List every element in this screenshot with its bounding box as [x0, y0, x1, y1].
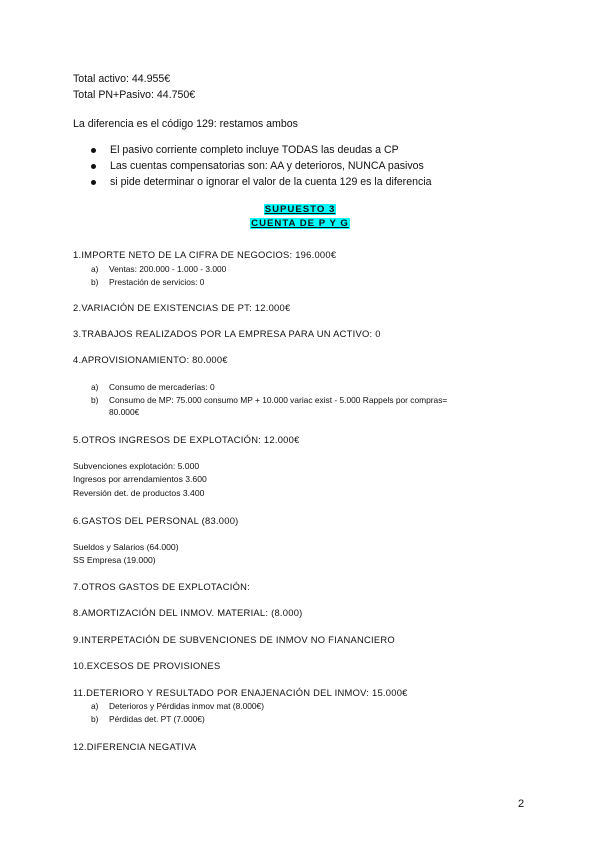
list-item: Consumo de MP: 75.000 consumo MP + 10.000 variac exist - 5.000 Rappels por compras= — [109, 395, 448, 405]
detail-line: Subvenciones explotación: 5.000 — [73, 461, 200, 471]
bullet-item: Las cuentas compensatorias son: AA y deterioros, NUNCA pasivos — [110, 160, 424, 172]
bullet-dot — [91, 164, 96, 169]
bullet-dot — [91, 148, 96, 153]
section-heading: 7.OTROS GASTOS DE EXPLOTACIÓN: — [73, 581, 250, 592]
list-marker: a) — [91, 264, 99, 274]
list-item: Ventas: 200.000 - 1.000 - 3.000 — [109, 264, 227, 274]
list-item: Deterioros y Pérdidas inmov mat (8.000€) — [109, 701, 265, 711]
diferencia-text: La diferencia es el código 129: restamos ambos — [73, 118, 298, 130]
list-marker: a) — [91, 382, 99, 392]
list-item: Prestación de servicios: 0 — [109, 277, 205, 287]
detail-line: Reversión det. de productos 3.400 — [73, 488, 205, 498]
detail-line: Sueldos y Salarios (64.000) — [73, 542, 179, 552]
section-heading: 10.EXCESOS DE PROVISIONES — [73, 660, 221, 671]
section-heading: 11.DETERIORO Y RESULTADO POR ENAJENACIÓN DEL INMOV: 15.000€ — [73, 687, 408, 698]
title-line-2 — [0, 217, 600, 230]
total-activo: Total activo: 44.955€ — [73, 73, 171, 85]
list-item-continuation: 80.000€ — [109, 407, 140, 417]
detail-line: SS Empresa (19.000) — [73, 555, 156, 565]
detail-line: Ingresos por arrendamientos 3.600 — [73, 474, 207, 484]
title-supuesto: SUPUESTO 3 — [264, 204, 336, 215]
section-heading: 1.IMPORTE NETO DE LA CIFRA DE NEGOCIOS: 196.000€ — [73, 249, 337, 260]
bullet-dot — [91, 180, 96, 185]
list-item: Consumo de mercaderías: 0 — [109, 382, 215, 392]
section-heading: 2.VARIACIÓN DE EXISTENCIAS DE PT: 12.000€ — [73, 302, 291, 313]
list-marker: a) — [91, 701, 99, 711]
list-item: Pérdidas det. PT (7.000€) — [109, 714, 205, 724]
title-cuenta: CUENTA DE P Y G — [251, 218, 349, 229]
section-heading: 5.OTROS INGRESOS DE EXPLOTACIÓN: 12.000€ — [73, 434, 300, 445]
section-heading: 6.GASTOS DEL PERSONAL (83.000) — [73, 515, 239, 526]
title-line-1 — [0, 203, 600, 216]
section-heading: 12.DIFERENCIA NEGATIVA — [73, 741, 197, 752]
section-heading: 4.APROVISIONAMIENTO: 80.000€ — [73, 354, 228, 365]
bullet-item: El pasivo corriente completo incluye TODAS las deudas a CP — [110, 144, 399, 156]
list-marker: b) — [91, 714, 99, 724]
list-marker: b) — [91, 395, 99, 405]
list-marker: b) — [91, 277, 99, 287]
page-number: 2 — [518, 798, 525, 810]
bullet-item: si pide determinar o ignorar el valor de la cuenta 129 es la diferencia — [110, 176, 432, 188]
section-heading: 8.AMORTIZACIÓN DEL INMOV. MATERIAL: (8.000) — [73, 607, 303, 618]
section-heading: 9.INTERPETACIÓN DE SUBVENCIONES DE INMOV NO FIANANCIERO — [73, 634, 395, 645]
total-pn-pasivo: Total PN+Pasivo: 44.750€ — [73, 89, 196, 101]
section-heading: 3.TRABAJOS REALIZADOS POR LA EMPRESA PARA UN ACTIVO: 0 — [73, 328, 381, 339]
